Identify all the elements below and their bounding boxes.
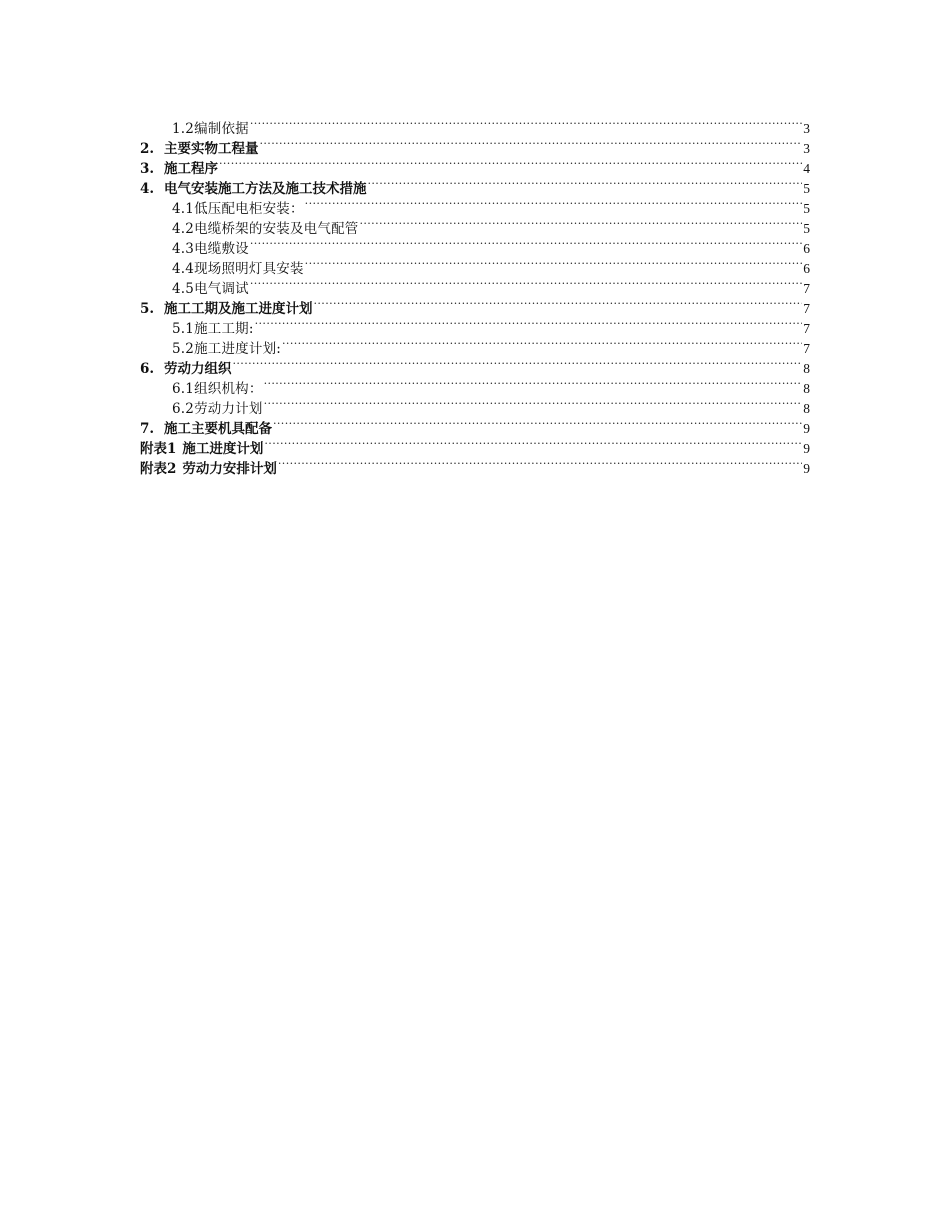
toc-entry-page: 7 <box>803 301 810 316</box>
toc-leader-dots <box>264 433 802 453</box>
toc-entry-number: 6. <box>140 361 155 377</box>
toc-entry[interactable] <box>140 373 810 397</box>
toc-entry-title: 施工程序 <box>164 161 218 177</box>
toc-entry-title: 劳动力安排计划 <box>182 461 277 477</box>
toc-entry-page: 7 <box>803 281 810 296</box>
toc-leader-dots <box>314 293 803 313</box>
toc-entry-title: 1.2编制依据 <box>172 121 249 137</box>
toc-entry-page: 6 <box>803 241 810 256</box>
toc-leader-dots <box>305 193 803 213</box>
toc-entry-title: 4.2电缆桥架的安装及电气配管 <box>172 221 359 237</box>
toc-entry-number: 5. <box>140 301 155 317</box>
toc-leader-dots <box>278 453 802 473</box>
toc-entry-page: 3 <box>803 141 810 156</box>
toc-entry-title: 施工主要机具配备 <box>164 421 272 437</box>
toc-leader-dots <box>255 313 803 333</box>
toc-entry-number: 附表1 <box>140 441 177 457</box>
toc-entry-title: 6.2劳动力计划 <box>172 401 263 417</box>
toc-entry[interactable] <box>140 113 810 137</box>
toc-leader-dots <box>260 133 803 153</box>
toc-entry-title: 5.2施工进度计划: <box>172 341 282 357</box>
toc-entry-page: 8 <box>803 361 810 376</box>
toc-entry-page: 3 <box>803 121 810 136</box>
toc-leader-dots <box>282 333 802 353</box>
toc-entry-title: 劳动力组织 <box>164 361 232 377</box>
toc-entry-title: 4.5电气调试 <box>172 281 249 297</box>
toc-entry-page: 9 <box>803 421 810 436</box>
toc-entry-page: 8 <box>803 401 810 416</box>
toc-entry-title: 4.1低压配电柜安装： <box>172 201 304 217</box>
toc-leader-dots <box>250 273 802 293</box>
toc-leader-dots <box>273 413 802 433</box>
toc-leader-dots <box>250 233 802 253</box>
toc-entry-page: 7 <box>803 321 810 336</box>
toc-entry-number: 7. <box>140 421 155 437</box>
toc-leader-dots <box>250 113 802 133</box>
table-of-contents <box>140 113 810 477</box>
toc-entry-page: 4 <box>803 161 810 176</box>
toc-entry-title: 主要实物工程量 <box>164 141 259 157</box>
toc-entry[interactable] <box>140 353 810 377</box>
toc-entry-title: 施工工期及施工进度计划 <box>164 301 313 317</box>
toc-entry-page: 7 <box>803 341 810 356</box>
toc-entry-number: 3. <box>140 161 155 177</box>
toc-entry-page: 9 <box>803 461 810 476</box>
toc-entry-title: 4.4现场照明灯具安装 <box>172 261 304 277</box>
toc-entry-title: 电气安装施工方法及施工技术措施 <box>164 181 367 197</box>
toc-leader-dots <box>233 353 803 373</box>
toc-entry[interactable] <box>140 153 810 177</box>
toc-leader-dots <box>219 153 802 173</box>
toc-leader-dots <box>264 393 803 413</box>
toc-entry-page: 6 <box>803 261 810 276</box>
toc-entry-number: 附表2 <box>140 461 177 477</box>
toc-leader-dots <box>368 173 803 193</box>
toc-entry-title: 6.1组织机构： <box>172 381 263 397</box>
toc-entry-title: 5.1施工工期: <box>172 321 254 337</box>
toc-entry[interactable] <box>140 173 810 197</box>
toc-entry-page: 8 <box>803 381 810 396</box>
toc-entry-title: 施工进度计划 <box>182 441 264 457</box>
toc-entry-number: 2. <box>140 141 155 157</box>
toc-leader-dots <box>264 373 803 393</box>
toc-entry-page: 5 <box>803 201 810 216</box>
toc-entry-page: 5 <box>803 221 810 236</box>
toc-leader-dots <box>359 213 802 233</box>
toc-entry-title: 4.3电缆敷设 <box>172 241 249 257</box>
toc-entry-page: 9 <box>803 441 810 456</box>
toc-leader-dots <box>305 253 803 273</box>
toc-entry-page: 5 <box>803 181 810 196</box>
toc-entry-number: 4. <box>140 181 155 197</box>
